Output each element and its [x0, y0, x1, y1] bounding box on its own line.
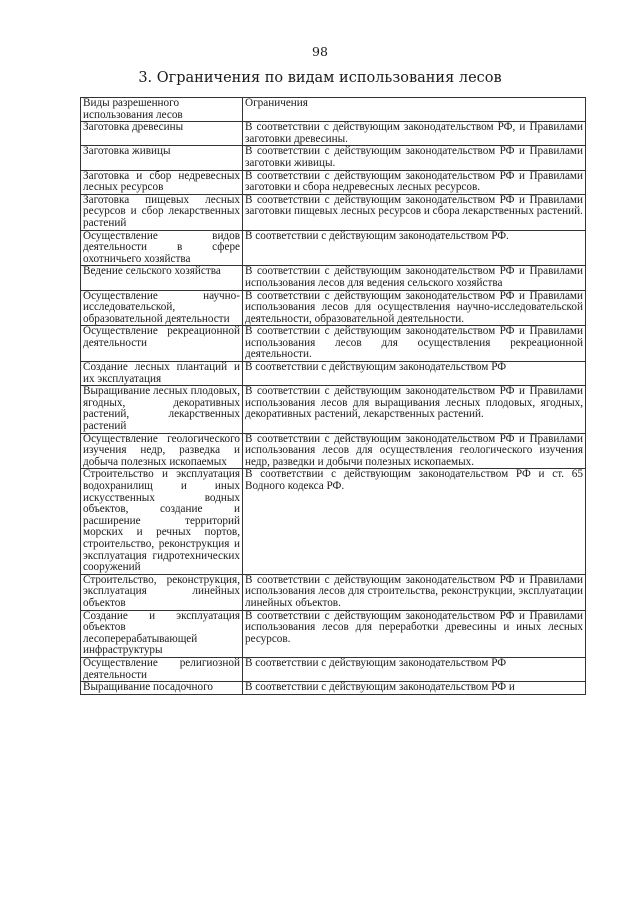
use-cell: Ведение сельского хозяйства: [81, 266, 243, 290]
table-row: [81, 326, 586, 362]
table-row: [81, 574, 586, 610]
use-cell: Осуществление научно-исследовательской, образовательной деятельности: [81, 290, 243, 326]
restriction-cell: В соответствии с действующим законодательством РФ и Правилами заготовки и сбора недревесных лесных ресурсов.: [243, 170, 586, 194]
use-cell: Создание лесных плантаций и их эксплуатация: [81, 362, 243, 386]
restriction-cell: В соответствии с действующим законодательством РФ и Правилами использования лесов для строительства, реконструкции, эксплуатации линейных объектов.: [243, 574, 586, 610]
use-cell: Заготовка живицы: [81, 146, 243, 170]
use-cell: Осуществление религиозной деятельности: [81, 657, 243, 681]
table-header-row: [81, 98, 586, 122]
table-row: [81, 362, 586, 386]
table-row: [81, 386, 586, 433]
use-cell: Создание и эксплуатация объектов лесоперерабатывающей инфраструктуры: [81, 610, 243, 657]
table-row: [81, 194, 586, 230]
column-header-restriction: Ограничения: [243, 98, 586, 122]
use-cell: Строительство и эксплуатация водохранилищ и иных искусственных водных объектов, создание и расширение территорий морских и речных портов, строительство, реконструкция и эксплуатация гидротехнических сооружений: [81, 469, 243, 574]
use-cell: Выращивание посадочного: [81, 682, 243, 695]
restriction-cell: В соответствии с действующим законодательством РФ и Правилами заготовки живицы.: [243, 146, 586, 170]
use-cell: Строительство, реконструкция, эксплуатация линейных объектов: [81, 574, 243, 610]
table-row: [81, 266, 586, 290]
restrictions-table: [80, 97, 586, 695]
use-cell: Осуществление геологического изучения недр, разведка и добыча полезных ископаемых: [81, 433, 243, 469]
restriction-cell: В соответствии с действующим законодательством РФ.: [243, 230, 586, 266]
use-cell: Выращивание лесных плодовых, ягодных, декоративных растений, лекарственных растений: [81, 386, 243, 433]
table-row: [81, 290, 586, 326]
restriction-cell: В соответствии с действующим законодательством РФ и Правилами заготовки пищевых лесных ресурсов и сбора лекарственных растений.: [243, 194, 586, 230]
section-title: 3. Ограничения по видам использования лесов: [138, 70, 502, 86]
restriction-cell: В соответствии с действующим законодательством РФ и Правилами использования лесов для выращивания лесных плодовых, ягодных, декоративных растений, лекарственных растений.: [243, 386, 586, 433]
restriction-cell: В соответствии с действующим законодательством РФ и Правилами использования лесов для осуществления рекреационной деятельности.: [243, 326, 586, 362]
table-row: [81, 433, 586, 469]
restriction-cell: В соответствии с действующим законодательством РФ: [243, 657, 586, 681]
use-cell: Заготовка пищевых лесных ресурсов и сбор лекарственных растений: [81, 194, 243, 230]
restriction-cell: В соответствии с действующим законодательством РФ: [243, 362, 586, 386]
restriction-cell: В соответствии с действующим законодательством РФ и Правилами использования лесов для ведения сельского хозяйства: [243, 266, 586, 290]
restriction-cell: В соответствии с действующим законодательством РФ и ст. 65 Водного кодекса РФ.: [243, 469, 586, 574]
restriction-cell: В соответствии с действующим законодательством РФ и Правилами использования лесов для переработки древесины и иных лесных ресурсов.: [243, 610, 586, 657]
table-row: [81, 122, 586, 146]
restriction-cell: В соответствии с действующим законодательством РФ, и Правилами заготовки древесины.: [243, 122, 586, 146]
table-row: [81, 170, 586, 194]
column-header-use: Виды разрешенного использования лесов: [81, 98, 243, 122]
table-row: [81, 657, 586, 681]
use-cell: Осуществление видов деятельности в сфере охотничьего хозяйства: [81, 230, 243, 266]
table-row: [81, 610, 586, 657]
table-row: [81, 230, 586, 266]
restriction-cell: В соответствии с действующим законодательством РФ и Правилами использования лесов для осуществления геологического изучения недр, разведки и добычи полезных ископаемых.: [243, 433, 586, 469]
use-cell: Заготовка древесины: [81, 122, 243, 146]
use-cell: Заготовка и сбор недревесных лесных ресурсов: [81, 170, 243, 194]
restriction-cell: В соответствии с действующим законодательством РФ и Правилами использования лесов для осуществления научно-исследовательской деятельности, образовательной деятельности.: [243, 290, 586, 326]
table-row: [81, 682, 586, 695]
table-row: [81, 469, 586, 574]
use-cell: Осуществление рекреационной деятельности: [81, 326, 243, 362]
table-row: [81, 146, 586, 170]
restriction-cell: В соответствии с действующим законодательством РФ и: [243, 682, 586, 695]
page-number: 98: [312, 44, 328, 59]
